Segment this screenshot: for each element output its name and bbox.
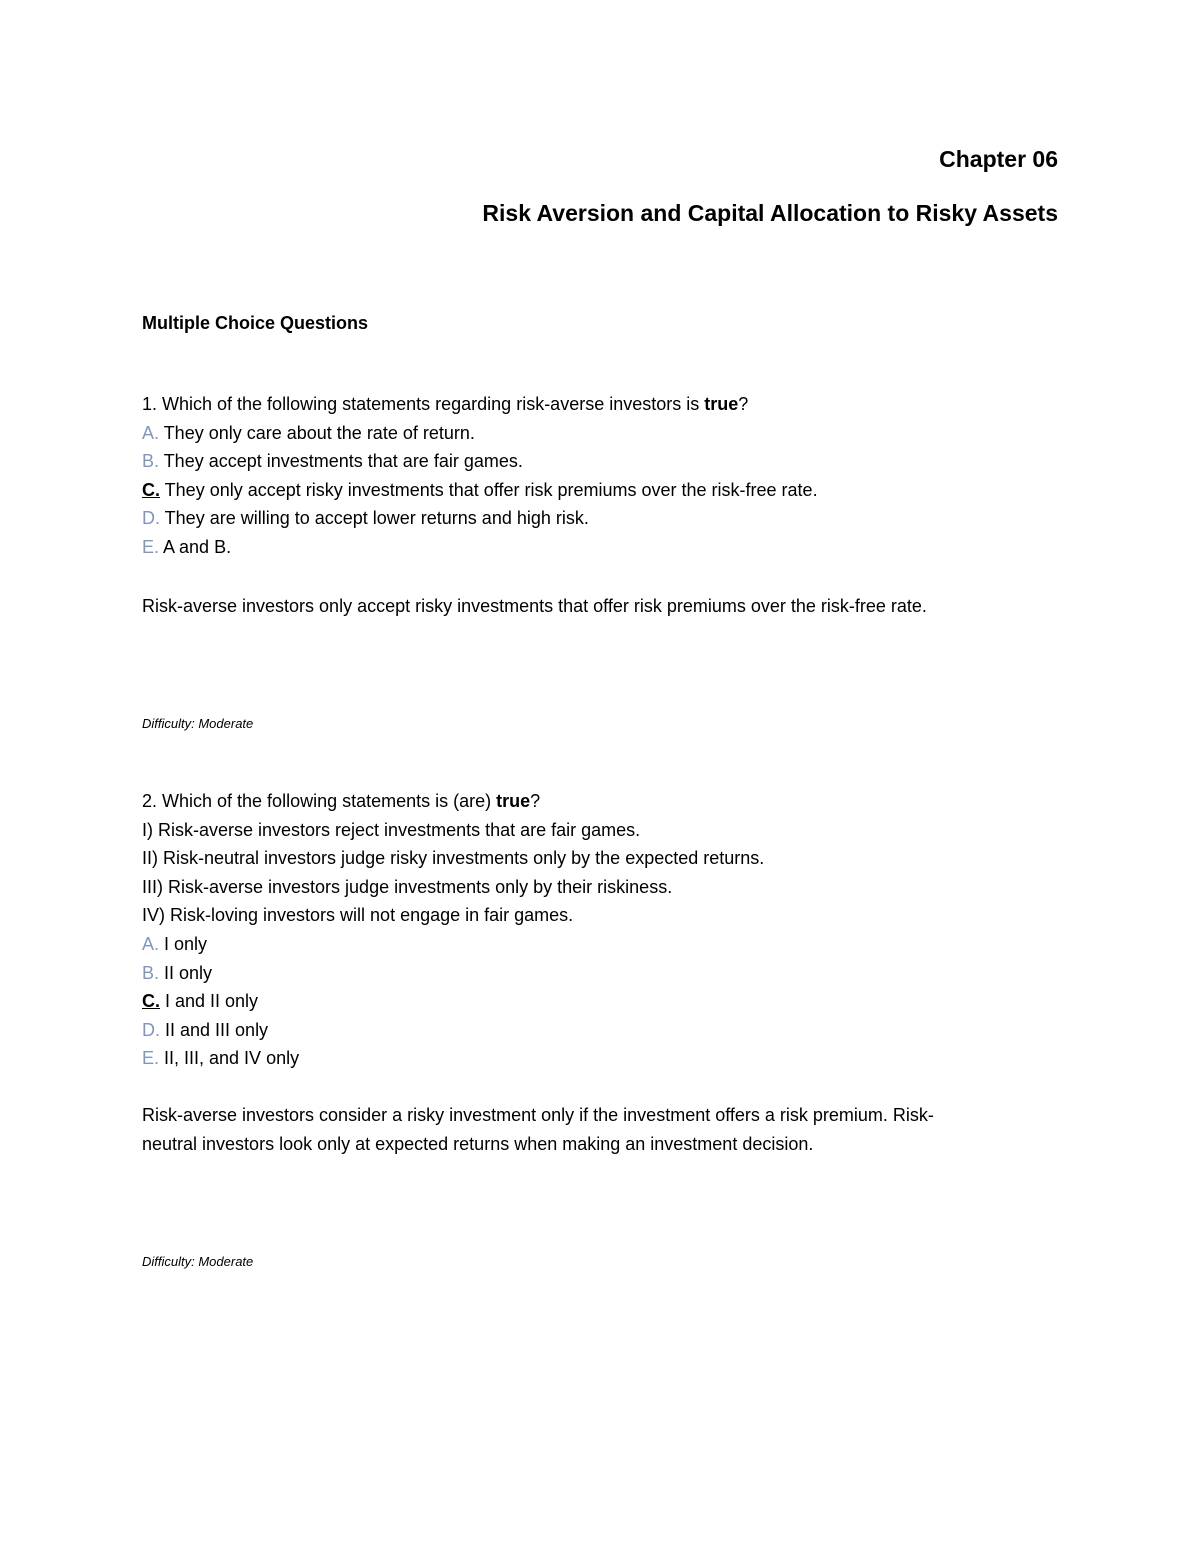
question-2-statement-2: II) Risk-neutral investors judge risky investments only by the expected returns. [142,848,765,869]
option-letter: E. [142,1048,160,1069]
option-text: A and B. [159,536,232,557]
question-2-statement-4: IV) Risk-loving investors will not engage in fair games. [142,905,574,926]
question-2-statement-1: I) Risk-averse investors reject investments that are fair games. [142,819,641,840]
question-2 [142,787,1042,1073]
section-heading: Multiple Choice Questions [142,313,369,333]
question-1-stem-emphasis: true [704,394,739,414]
question-2-stem-text: 2. Which of the following statements is (are) [142,791,497,811]
option-letter: D. [142,1019,160,1040]
document-title: Risk Aversion and Capital Allocation to Risky Assets [482,200,1058,226]
option-text: They only care about the rate of return. [159,422,475,443]
question-2-explanation [142,1101,1022,1158]
question-1-option-a [142,419,1042,448]
question-1-stem [142,390,1042,419]
question-1-option-b [142,447,1042,476]
explanation-text-line-2: neutral investors look only at expected returns when making an investment decision. [142,1133,814,1154]
option-letter: A. [142,422,160,443]
question-2-stem-emphasis: true [496,791,531,811]
question-2-option-c [142,987,1042,1016]
question-1-stem-text: 1. Which of the following statements regarding risk-averse investors is [142,394,705,414]
option-letter: A. [142,933,160,954]
chapter-label: Chapter 06 [939,146,1058,172]
option-text: They are willing to accept lower returns and high risk. [160,508,589,529]
question-2-stem [142,787,1042,816]
question-2-option-a [142,930,1042,959]
question-2-option-b [142,959,1042,988]
question-2-option-e [142,1044,1042,1073]
option-letter-correct: C. [142,991,160,1012]
option-text: They accept investments that are fair games. [159,451,523,472]
question-1-explanation [142,592,1022,621]
option-text: I only [159,933,208,954]
option-letter: B. [142,962,160,983]
question-1-option-e [142,533,1042,562]
option-text: I and II only [160,991,259,1012]
question-1 [142,390,1042,562]
question-1-option-d [142,504,1042,533]
option-text: They only accept risky investments that offer risk premiums over the risk-free rate. [160,479,818,500]
explanation-text-line-1: Risk-averse investors consider a risky investment only if the investment offers a risk premium. Risk- [142,1105,934,1125]
question-1-difficulty: Difficulty: Moderate [142,716,254,731]
option-letter: D. [142,508,160,529]
question-2-stem-end: ? [530,791,541,811]
question-2-difficulty: Difficulty: Moderate [142,1254,254,1269]
option-letter: B. [142,451,160,472]
option-letter: E. [142,536,160,557]
option-text: II only [159,962,213,983]
option-text: II, III, and IV only [159,1048,300,1069]
question-2-statement-3: III) Risk-averse investors judge investments only by their riskiness. [142,876,673,897]
option-letter-correct: C. [142,479,160,500]
question-1-stem-end: ? [738,394,749,414]
question-2-option-d [142,1016,1042,1045]
explanation-text: Risk-averse investors only accept risky investments that offer risk premiums over the risk-free rate. [142,596,927,616]
option-text: II and III only [160,1019,269,1040]
question-1-option-c [142,476,1042,505]
